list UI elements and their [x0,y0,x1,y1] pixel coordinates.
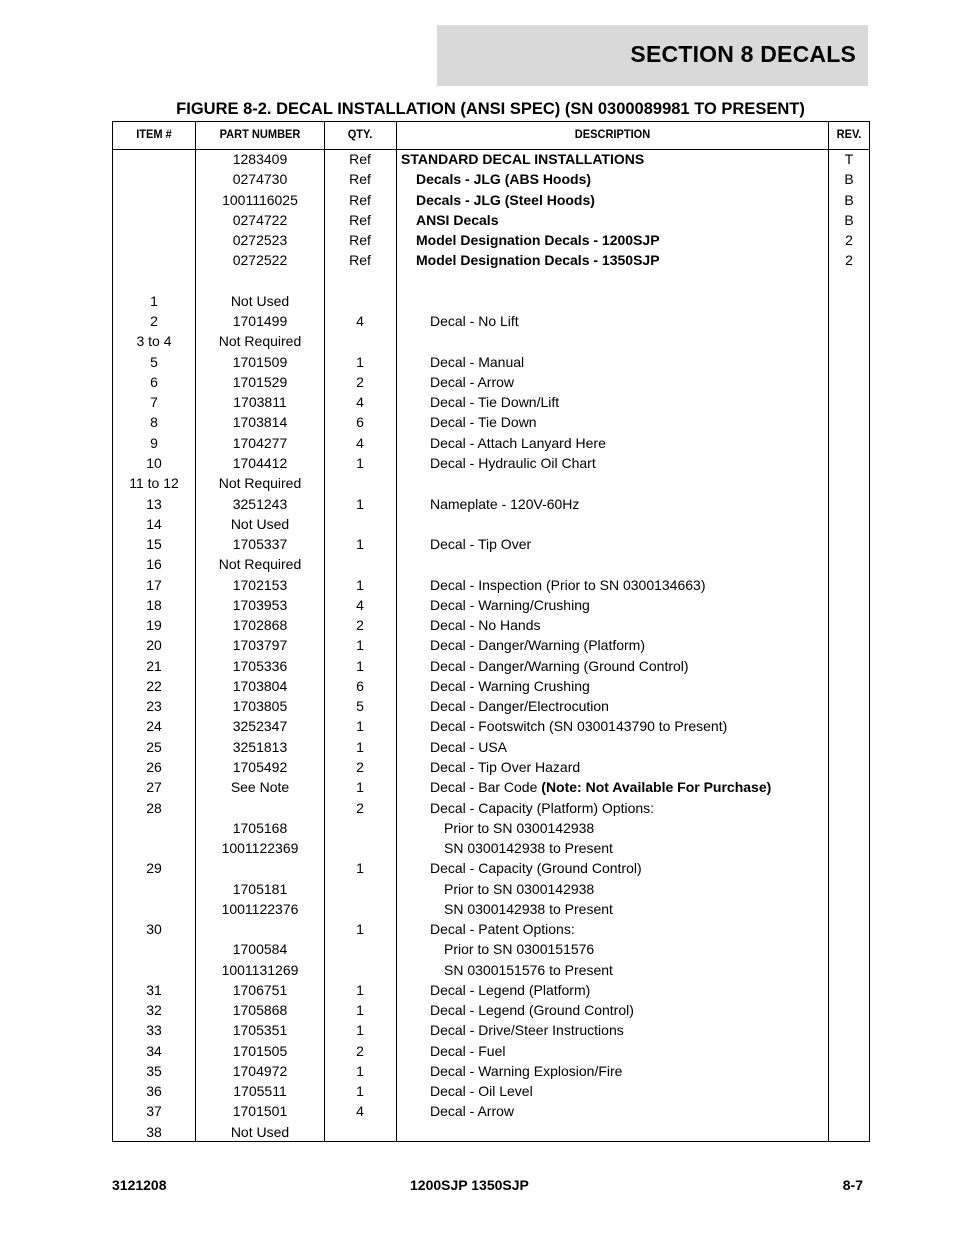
table-row [113,838,869,858]
revision-cell: B [844,171,854,188]
item-number-cell: 22 [146,677,162,694]
item-number-cell: 31 [146,981,162,998]
description-cell [401,879,870,899]
part-number-cell: 3251243 [232,495,288,512]
description-cell [401,149,827,169]
part-number-cell: 1701509 [232,353,288,370]
description-text: Model Designation Decals - 1200SJP [416,232,660,249]
item-number-cell: 36 [146,1083,162,1100]
table-row [113,899,869,919]
description-cell [401,838,870,858]
part-number-cell: 1704412 [232,454,288,471]
description-text: Decal - No Lift [430,313,519,330]
parts-table [112,121,870,1142]
part-number-cell: 1001122376 [221,900,299,917]
description-cell [401,858,856,878]
quantity-cell: 4 [356,394,364,411]
description-text: Decal - Warning Explosion/Fire [430,1062,623,1079]
part-number-cell: 1705351 [232,1022,288,1039]
description-cell [401,716,856,736]
table-row [113,635,869,655]
description-text: Model Designation Decals - 1350SJP [416,252,660,269]
part-number-cell: 1705168 [232,819,288,836]
part-number-cell: 0274722 [232,211,288,228]
table-row [113,960,869,980]
revision-cell: B [844,191,854,208]
item-number-cell: 18 [146,596,162,613]
description-text: Decal - Warning Crushing [430,677,590,694]
part-number-cell: 1705181 [232,880,288,897]
part-number-cell: Not Used [230,1123,290,1140]
description-text: SN 0300151576 to Present [444,961,613,978]
part-number-cell: Not Required [218,475,302,492]
description-cell [401,433,856,453]
quantity-cell: 2 [356,1042,364,1059]
part-number-cell: 1703811 [233,394,287,411]
description-text: Decal - Tip Over [430,536,532,553]
part-number-cell: Not Used [230,515,290,532]
item-number-cell: 24 [146,718,162,735]
part-number-cell: 1703805 [232,698,288,715]
description-text: Decal - Warning/Crushing [430,596,590,613]
part-number-cell: 3251813 [232,738,288,755]
table-row [113,352,869,372]
quantity-cell: 4 [356,313,364,330]
part-number-cell: 1702153 [232,576,288,593]
item-number-cell: 6 [150,373,158,390]
table-row [113,149,869,169]
table-row [113,392,869,412]
description-cell [401,352,856,372]
table-row [113,1020,869,1040]
table-row [113,190,869,210]
item-number-cell: 3 to 4 [136,333,172,350]
quantity-cell: 1 [356,1062,364,1079]
description-text: Decal - Inspection (Prior to SN 0300134663) [430,576,706,593]
footer-page-number: 8-7 [842,1177,863,1193]
quantity-cell: 1 [356,353,364,370]
table-row [113,331,869,351]
description-text: STANDARD DECAL INSTALLATIONS [401,151,645,167]
part-number-cell: 1701505 [232,1042,288,1059]
quantity-cell: 5 [356,698,364,715]
item-number-cell: 27 [146,779,162,796]
quantity-cell: Ref [349,151,371,167]
description-cell [401,1061,856,1081]
quantity-cell: 1 [356,536,364,553]
quantity-cell: 1 [356,1022,364,1039]
description-cell [401,595,856,615]
part-number-cell: 1704277 [232,434,288,451]
item-number-cell: 9 [150,434,158,451]
part-number-cell: 1705511 [233,1083,287,1100]
item-number-cell: 20 [146,637,162,654]
table-row [113,534,869,554]
table-row [113,757,869,777]
part-number-cell: Not Required [218,333,302,350]
description-text: Decal - Fuel [430,1042,506,1059]
part-number-cell: 1706751 [232,981,288,998]
quantity-cell: 6 [356,414,364,431]
description-text: Decal - USA [430,738,508,755]
description-cell [401,919,856,939]
part-number-cell: 1705336 [232,657,288,674]
description-cell [401,494,856,514]
quantity-cell: 1 [356,921,364,938]
item-number-cell: 35 [146,1062,162,1079]
description-cell [401,453,856,473]
description-text: Decal - Patent Options: [430,921,575,938]
description-cell [401,980,856,1000]
description-text: Decals - JLG (Steel Hoods) [416,191,595,208]
description-text: Prior to SN 0300142938 [444,819,595,836]
item-number-cell: 37 [146,1103,162,1120]
quantity-cell: 4 [356,596,364,613]
item-number-cell: 10 [146,454,162,471]
part-number-cell: 1701501 [232,1103,288,1120]
quantity-cell: Ref [349,232,371,249]
part-number-cell: 1702868 [232,617,288,634]
description-cell [401,798,856,818]
quantity-cell: 1 [356,981,364,998]
description-cell [401,250,842,270]
description-text: Decal - Tie Down/Lift [430,394,560,411]
quantity-cell: 1 [356,738,364,755]
quantity-cell: 4 [356,1103,364,1120]
table-row [113,919,869,939]
table-row [113,169,869,189]
table-row [113,250,869,270]
description-note: (Note: Not Available For Purchase) [541,779,772,796]
part-number-cell: 1001116025 [222,191,298,208]
revision-cell: 2 [845,252,853,269]
item-number-cell: 38 [146,1123,162,1140]
quantity-cell: 1 [356,860,364,877]
part-number-cell: Not Required [218,556,302,573]
description-text: Decal - Legend (Ground Control) [430,1002,634,1019]
table-row [113,879,869,899]
description-cell [401,777,856,797]
quantity-cell: 2 [356,758,364,775]
description-cell [401,311,856,331]
description-text: Decal - Capacity (Ground Control) [430,860,642,877]
column-header-rev: REV. [836,127,862,141]
part-number-cell: 1705337 [232,536,288,553]
table-row [113,433,869,453]
table-row [113,271,869,291]
description-text: Decal - Tip Over Hazard [430,758,581,775]
table-row [113,494,869,514]
table-row [113,1122,869,1142]
part-number-cell: 3252347 [232,718,288,735]
table-row [113,615,869,635]
table-row [113,1000,869,1020]
part-number-cell: 1705492 [232,758,288,775]
column-header-part-number: PART NUMBER [219,127,301,141]
description-cell [401,939,870,959]
table-row [113,210,869,230]
table-row [113,575,869,595]
description-text: Decal - Danger/Electrocution [430,698,609,715]
table-row [113,818,869,838]
item-number-cell: 1 [150,292,158,309]
table-row [113,473,869,493]
table-row [113,676,869,696]
description-cell [401,575,856,595]
table-header [113,122,869,150]
quantity-cell: 1 [356,1083,364,1100]
item-number-cell: 16 [146,556,162,573]
description-cell [401,757,856,777]
description-cell [401,230,842,250]
description-cell [401,372,856,392]
quantity-cell: 1 [356,637,364,654]
table-row [113,716,869,736]
item-number-cell: 19 [146,617,162,634]
part-number-cell: 1703804 [232,677,288,694]
table-row [113,412,869,432]
item-number-cell: 23 [146,698,162,715]
footer-model: 1200SJP 1350SJP [410,1177,529,1193]
column-header-item: ITEM # [136,127,172,141]
table-row [113,777,869,797]
description-text: Prior to SN 0300151576 [444,941,595,958]
description-cell [401,1020,856,1040]
section-title: SECTION 8 DECALS [630,41,856,67]
revision-cell: T [844,151,854,167]
description-text: Decal - No Hands [430,617,541,634]
quantity-cell: 1 [356,779,364,796]
item-number-cell: 13 [146,495,162,512]
table-row [113,311,869,331]
part-number-cell: 1701529 [232,373,288,390]
table-row [113,656,869,676]
revision-cell: 2 [845,232,853,249]
item-number-cell: 30 [146,921,162,938]
description-text: Decal - Arrow [430,1103,515,1120]
description-cell [401,190,842,210]
description-text: Decal - Danger/Warning (Ground Control) [430,657,689,674]
figure-title: FIGURE 8-2. DECAL INSTALLATION (ANSI SPEC) (SN 0300089981 TO PRESENT) [176,100,805,118]
description-cell [401,656,856,676]
quantity-cell: Ref [349,171,371,188]
description-cell [401,534,856,554]
description-cell [401,1101,856,1121]
description-text: Decal - Arrow [430,373,515,390]
table-row [113,1081,869,1101]
item-number-cell: 26 [146,758,162,775]
description-cell [401,392,856,412]
quantity-cell: 2 [356,617,364,634]
description-text: ANSI Decals [416,211,499,228]
column-header-description: DESCRIPTION [574,127,651,141]
item-number-cell: 11 to 12 [129,475,179,492]
quantity-cell: 1 [356,1002,364,1019]
item-number-cell: 28 [146,799,162,816]
description-text: Decal - Manual [430,353,525,370]
quantity-cell: Ref [349,191,371,208]
description-cell [401,169,842,189]
table-row [113,696,869,716]
revision-cell: B [844,211,854,228]
description-text: Decal - Tie Down [430,414,537,431]
table-row [113,737,869,757]
table-row [113,939,869,959]
description-cell [401,635,856,655]
item-number-cell: 8 [150,414,158,431]
table-row [113,372,869,392]
table-row [113,1041,869,1061]
quantity-cell: 4 [356,434,364,451]
table-row [113,858,869,878]
part-number-cell: 1001122369 [221,840,299,857]
description-cell [401,676,856,696]
description-text: Decal - Danger/Warning (Platform) [430,637,645,654]
description-text: Prior to SN 0300142938 [444,880,595,897]
description-text: Decal - Footswitch (SN 0300143790 to Present) [430,718,728,735]
item-number-cell: 32 [146,1002,162,1019]
description-cell [401,1041,856,1061]
description-cell [401,412,856,432]
quantity-cell: Ref [349,211,371,228]
quantity-cell: 1 [356,576,364,593]
table-row [113,595,869,615]
description-text: Decal - Capacity (Platform) Options: [430,799,655,816]
description-cell [401,960,870,980]
table-row [113,980,869,1000]
table-row [113,554,869,574]
description-cell [401,899,870,919]
item-number-cell: 29 [146,860,162,877]
description-text: Decal - Oil Level [430,1083,533,1100]
item-number-cell: 34 [146,1042,162,1059]
item-number-cell: 2 [150,313,158,330]
part-number-cell: 1703814 [232,414,288,431]
quantity-cell: 1 [356,657,364,674]
quantity-cell: 1 [356,454,364,471]
item-number-cell: 17 [146,576,162,593]
table-row [113,453,869,473]
item-number-cell: 25 [146,738,162,755]
part-number-cell: 0274730 [232,171,288,188]
description-cell [401,737,856,757]
table-row [113,798,869,818]
quantity-cell: Ref [349,252,371,269]
part-number-cell: 1703797 [232,637,288,654]
description-text: Decal - Bar Code [430,779,542,796]
part-number-cell: 1001131269 [221,961,299,978]
part-number-cell: 1703953 [232,596,288,613]
description-text: SN 0300142938 to Present [444,900,613,917]
description-cell [401,1000,856,1020]
description-text: Decal - Attach Lanyard Here [430,434,606,451]
description-text: Decal - Legend (Platform) [430,981,591,998]
description-text: SN 0300142938 to Present [444,840,613,857]
item-number-cell: 14 [146,515,162,532]
description-cell [401,818,870,838]
description-text: Decal - Hydraulic Oil Chart [430,454,596,471]
part-number-cell: 1705868 [232,1002,288,1019]
quantity-cell: 2 [356,799,364,816]
description-cell [401,210,842,230]
quantity-cell: 1 [356,718,364,735]
table-row [113,1061,869,1081]
part-number-cell: See Note [230,779,290,796]
table-row [113,291,869,311]
table-row [113,230,869,250]
description-cell [401,615,856,635]
column-header-qty: QTY. [347,127,373,141]
description-text: Decals - JLG (ABS Hoods) [416,171,592,188]
item-number-cell: 33 [146,1022,162,1039]
item-number-cell: 15 [146,536,162,553]
part-number-cell: 1701499 [232,313,288,330]
part-number-cell: 1704972 [232,1062,288,1079]
footer-document-number: 3121208 [112,1177,167,1193]
description-text: Nameplate - 120V-60Hz [430,495,580,512]
description-cell [401,1081,856,1101]
quantity-cell: 6 [356,677,364,694]
part-number-cell: Not Used [230,292,290,309]
description-text: Decal - Drive/Steer Instructions [430,1022,624,1039]
description-cell [401,696,856,716]
item-number-cell: 5 [150,353,158,370]
part-number-cell: 1700584 [232,941,288,958]
item-number-cell: 21 [146,657,162,674]
part-number-cell: 1283409 [232,151,288,167]
section-header-band [437,25,868,86]
item-number-cell: 7 [150,394,158,411]
quantity-cell: 2 [356,373,364,390]
table-body [113,149,869,1142]
part-number-cell: 0272522 [232,252,288,269]
table-row [113,514,869,534]
quantity-cell: 1 [356,495,364,512]
part-number-cell: 0272523 [232,232,288,249]
table-row [113,1101,869,1121]
